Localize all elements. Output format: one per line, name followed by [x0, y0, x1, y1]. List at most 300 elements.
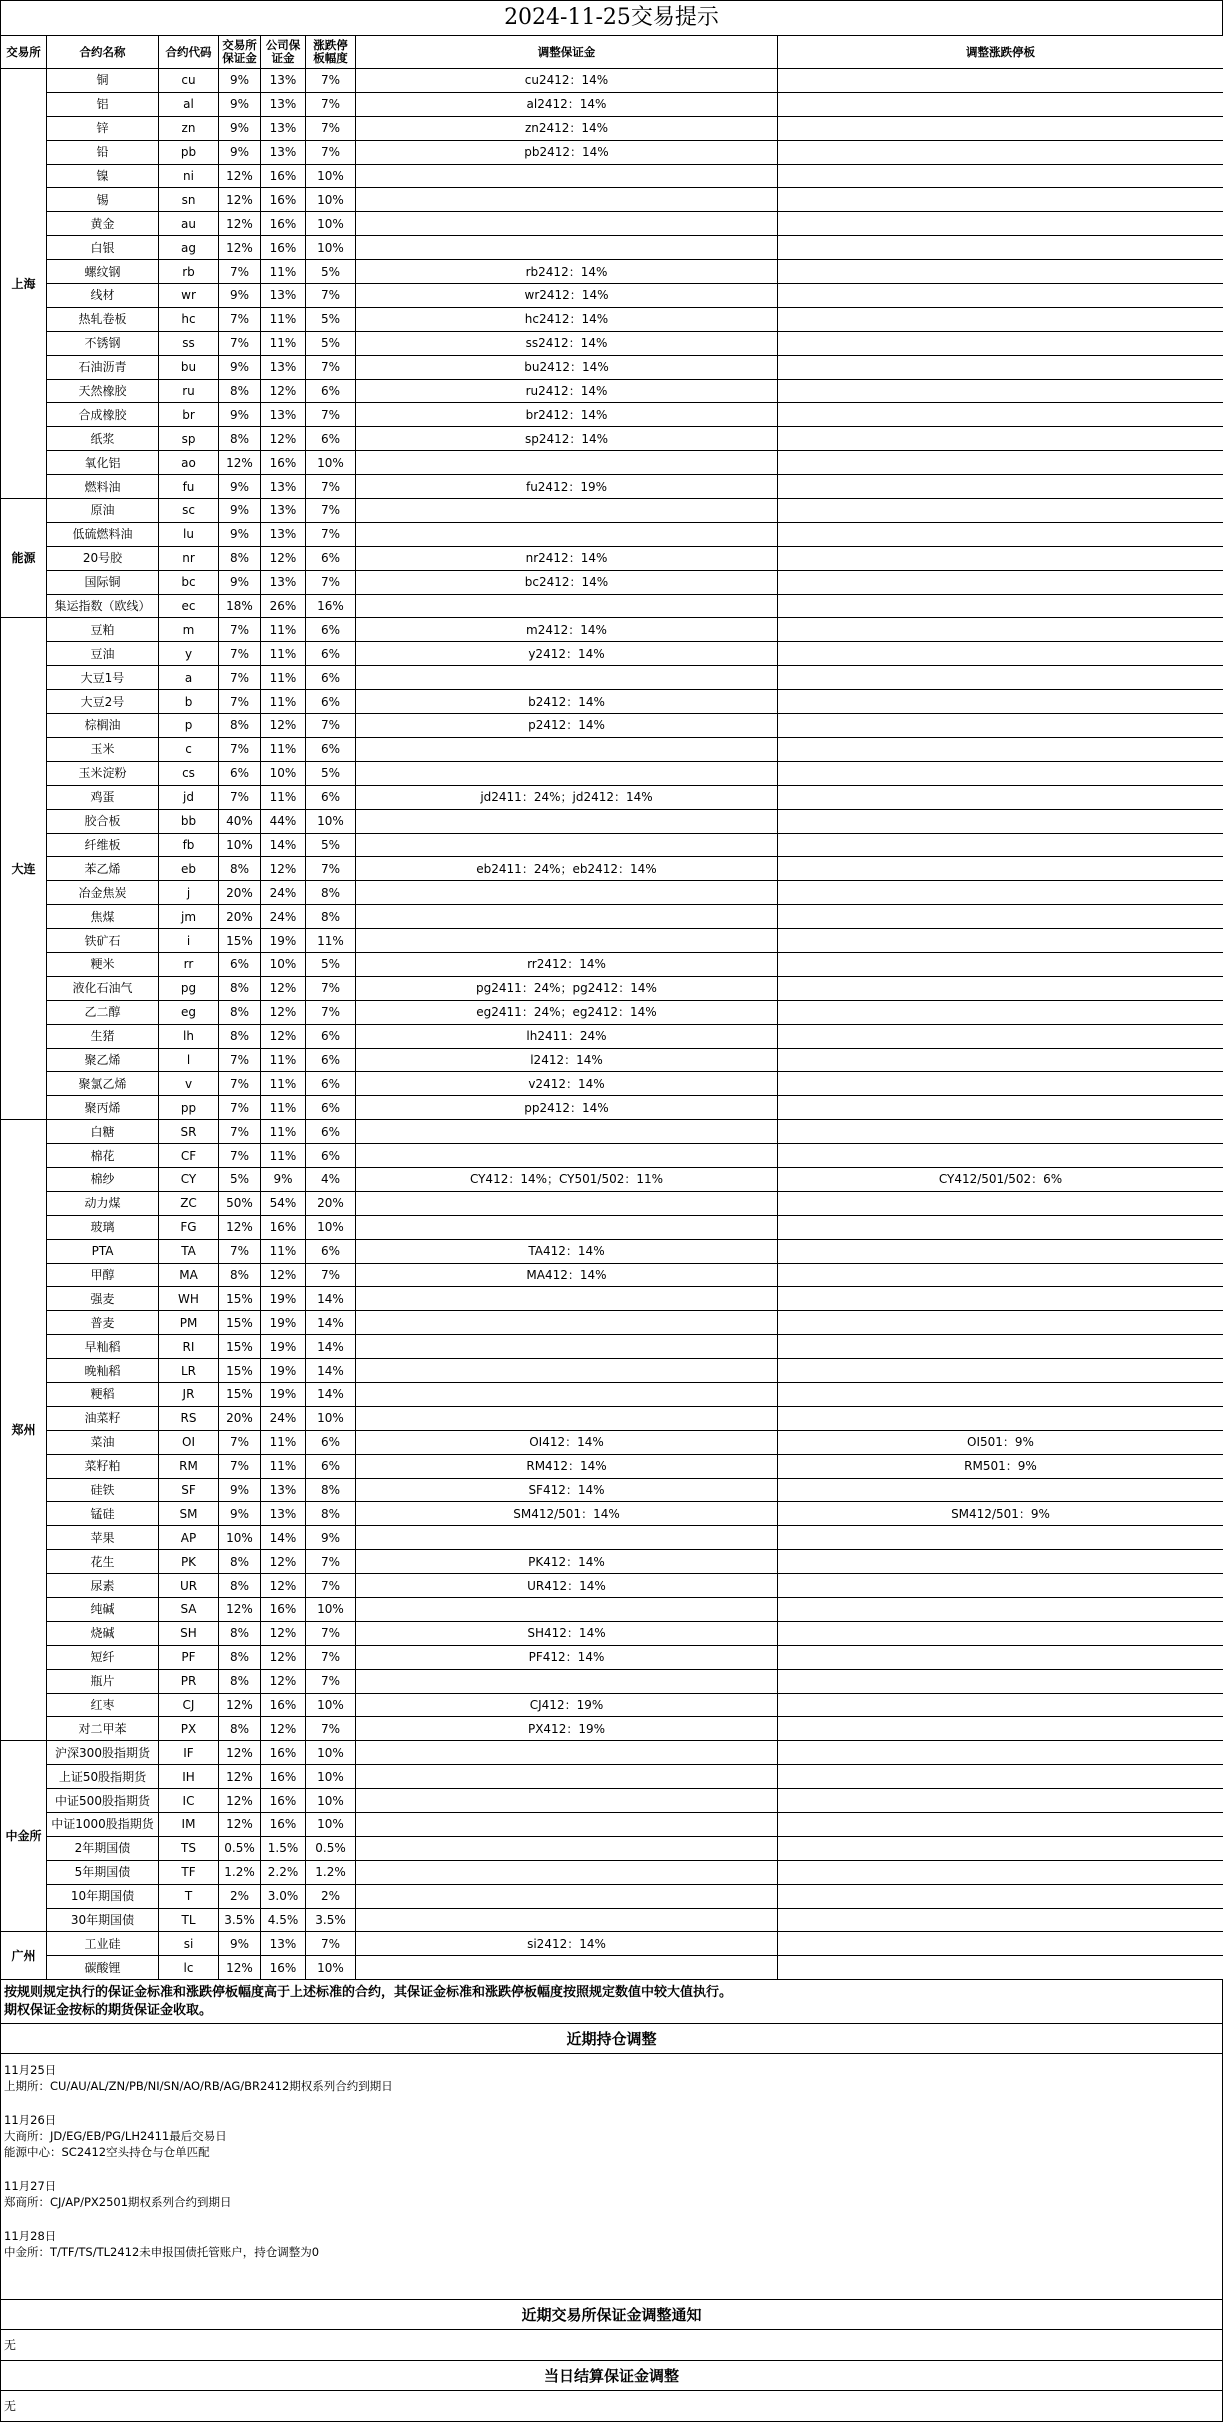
adjusted-margin-cell: br2412：14% [356, 403, 778, 427]
adjusted-margin-cell [356, 1359, 778, 1383]
exchange-margin-cell: 8% [219, 1621, 261, 1645]
table-row [1, 785, 1223, 809]
table-row [1, 1860, 1223, 1884]
contract-name-cell: 30年期国债 [47, 1908, 159, 1932]
positions-body [0, 2054, 1223, 2300]
table-row [1, 546, 1223, 570]
adjusted-limit-cell [778, 522, 1223, 546]
position-line: 郑商所：CJ/AP/PX2501期权系列合约到期日 [4, 2195, 232, 2210]
adjusted-limit-cell [778, 164, 1223, 188]
contract-name-cell: 天然橡胶 [47, 379, 159, 403]
position-day [4, 2178, 1219, 2210]
table-row [1, 69, 1223, 93]
contract-name-cell: 尿素 [47, 1574, 159, 1598]
position-line: 上期所：CU/AU/AL/ZN/PB/NI/SN/AO/RB/AG/BR2412期权系列合约到期日 [4, 2079, 393, 2094]
company-margin-cell: 11% [261, 331, 306, 355]
company-margin-cell: 11% [261, 618, 306, 642]
adjusted-limit-cell [778, 1478, 1223, 1502]
contract-code-cell: sn [159, 188, 219, 212]
adjusted-margin-cell: y2412：14% [356, 642, 778, 666]
adjusted-limit-cell [778, 594, 1223, 618]
price-limit-cell: 6% [306, 785, 356, 809]
exchange-margin-cell: 8% [219, 379, 261, 403]
contract-name-cell: 菜籽粕 [47, 1454, 159, 1478]
company-margin-cell: 11% [261, 1096, 306, 1120]
adjusted-limit-cell [778, 1717, 1223, 1741]
contract-name-cell: 不锈钢 [47, 331, 159, 355]
adjusted-limit-cell [778, 1789, 1223, 1813]
contract-name-cell: 铜 [47, 69, 159, 93]
contract-code-cell: jm [159, 905, 219, 929]
adjusted-limit-cell [778, 666, 1223, 690]
price-limit-cell: 10% [306, 1741, 356, 1765]
exchange-margin-cell: 12% [219, 1956, 261, 1980]
table-row [1, 355, 1223, 379]
contract-name-cell: 大豆2号 [47, 690, 159, 714]
adjusted-limit-cell [778, 1096, 1223, 1120]
header-adjusted-margin: 调整保证金 [356, 36, 778, 69]
contract-code-cell: TF [159, 1860, 219, 1884]
table-row [1, 857, 1223, 881]
price-limit-cell: 6% [306, 1024, 356, 1048]
adjusted-margin-cell: bc2412：14% [356, 570, 778, 594]
adjusted-limit-cell [778, 236, 1223, 260]
contract-code-cell: ec [159, 594, 219, 618]
adjusted-margin-cell [356, 1813, 778, 1837]
company-margin-cell: 13% [261, 1932, 306, 1956]
contract-code-cell: SM [159, 1502, 219, 1526]
company-margin-cell: 13% [261, 116, 306, 140]
contract-code-cell: pg [159, 976, 219, 1000]
adjusted-limit-cell [778, 1359, 1223, 1383]
table-row [1, 1645, 1223, 1669]
exchange-margin-cell: 10% [219, 833, 261, 857]
exchange-margin-cell: 9% [219, 499, 261, 523]
adjusted-margin-cell: jd2411：24%；jd2412：14% [356, 785, 778, 809]
contract-code-cell: c [159, 737, 219, 761]
position-day [4, 2228, 1219, 2260]
contract-code-cell: ao [159, 451, 219, 475]
exchange-margin-cell: 8% [219, 714, 261, 738]
contract-name-cell: 苯乙烯 [47, 857, 159, 881]
table-row [1, 1144, 1223, 1168]
contract-name-cell: 20号胶 [47, 546, 159, 570]
table-row [1, 1550, 1223, 1574]
table-row [1, 475, 1223, 499]
adjusted-limit-cell [778, 809, 1223, 833]
adjusted-limit-cell [778, 690, 1223, 714]
adjusted-limit-cell [778, 881, 1223, 905]
company-margin-cell: 12% [261, 1669, 306, 1693]
adjusted-limit-cell [778, 1956, 1223, 1980]
contract-name-cell: 燃料油 [47, 475, 159, 499]
adjusted-margin-cell: ss2412：14% [356, 331, 778, 355]
contract-code-cell: bb [159, 809, 219, 833]
contract-name-cell: 棉纱 [47, 1167, 159, 1191]
contract-name-cell: 冶金焦炭 [47, 881, 159, 905]
contract-name-cell: 胶合板 [47, 809, 159, 833]
company-margin-cell: 13% [261, 140, 306, 164]
price-limit-cell: 10% [306, 1215, 356, 1239]
price-limit-cell: 10% [306, 1765, 356, 1789]
adjusted-limit-cell [778, 1311, 1223, 1335]
table-row [1, 427, 1223, 451]
adjusted-margin-cell: pb2412：14% [356, 140, 778, 164]
adjusted-limit-cell [778, 1693, 1223, 1717]
header-exchange-margin-label: 交易所保证金 [222, 38, 257, 65]
adjusted-limit-cell [778, 929, 1223, 953]
price-limit-cell: 9% [306, 1526, 356, 1550]
company-margin-cell: 16% [261, 1765, 306, 1789]
table-row [1, 1884, 1223, 1908]
contract-code-cell: zn [159, 116, 219, 140]
contract-name-cell: 纸浆 [47, 427, 159, 451]
exchange-margin-cell: 7% [219, 666, 261, 690]
table-row [1, 212, 1223, 236]
table-row [1, 1287, 1223, 1311]
price-limit-cell: 7% [306, 1621, 356, 1645]
exchange-margin-cell: 7% [219, 1120, 261, 1144]
table-row [1, 929, 1223, 953]
adjusted-limit-cell [778, 1024, 1223, 1048]
adjusted-limit-cell [778, 331, 1223, 355]
company-margin-cell: 11% [261, 260, 306, 284]
contract-code-cell: lh [159, 1024, 219, 1048]
adjusted-limit-cell: RM501：9% [778, 1454, 1223, 1478]
contract-code-cell: RI [159, 1335, 219, 1359]
price-limit-cell: 5% [306, 761, 356, 785]
company-margin-cell: 11% [261, 1120, 306, 1144]
price-limit-cell: 10% [306, 212, 356, 236]
adjusted-margin-cell: PK412：14% [356, 1550, 778, 1574]
contract-code-cell: IH [159, 1765, 219, 1789]
price-limit-cell: 3.5% [306, 1908, 356, 1932]
adjusted-limit-cell [778, 188, 1223, 212]
adjusted-limit-cell [778, 1406, 1223, 1430]
exchange-margin-cell: 9% [219, 92, 261, 116]
contract-name-cell: 花生 [47, 1550, 159, 1574]
table-row [1, 618, 1223, 642]
contract-name-cell: 菜油 [47, 1430, 159, 1454]
price-limit-cell: 10% [306, 188, 356, 212]
price-limit-cell: 7% [306, 499, 356, 523]
price-limit-cell: 7% [306, 92, 356, 116]
price-limit-cell: 6% [306, 1048, 356, 1072]
table-row [1, 403, 1223, 427]
contract-code-cell: LR [159, 1359, 219, 1383]
adjusted-limit-cell [778, 499, 1223, 523]
exchange-margin-cell: 5% [219, 1167, 261, 1191]
header-company-margin-label: 公司保证金 [265, 38, 301, 65]
company-margin-cell: 11% [261, 785, 306, 809]
price-limit-cell: 7% [306, 284, 356, 308]
company-margin-cell: 44% [261, 809, 306, 833]
position-date: 11月26日 [4, 2113, 57, 2128]
adjusted-margin-cell: ru2412：14% [356, 379, 778, 403]
company-margin-cell: 13% [261, 1502, 306, 1526]
contract-name-cell: 玉米 [47, 737, 159, 761]
company-margin-cell: 16% [261, 1956, 306, 1980]
table-row [1, 1836, 1223, 1860]
table-row [1, 1239, 1223, 1263]
adjusted-margin-cell: lh2411：24% [356, 1024, 778, 1048]
exchange-margin-cell: 7% [219, 260, 261, 284]
exchange-margin-cell: 12% [219, 1813, 261, 1837]
exchange-margin-cell: 40% [219, 809, 261, 833]
contract-code-cell: rb [159, 260, 219, 284]
contract-code-cell: ni [159, 164, 219, 188]
price-limit-cell: 7% [306, 1717, 356, 1741]
contract-name-cell: 上证50股指期货 [47, 1765, 159, 1789]
exchange-margin-cell: 7% [219, 1072, 261, 1096]
price-limit-cell: 10% [306, 1956, 356, 1980]
exchange-margin-cell: 8% [219, 1024, 261, 1048]
contract-name-cell: 粳稻 [47, 1382, 159, 1406]
price-limit-cell: 10% [306, 1598, 356, 1622]
table-row [1, 1741, 1223, 1765]
exchange-margin-cell: 8% [219, 1574, 261, 1598]
adjusted-limit-cell [778, 140, 1223, 164]
rules-note-line1: 按规则规定执行的保证金标准和涨跌停板幅度高于上述标准的合约，其保证金标准和涨跌停板幅度按照规定数值中较大值执行。 [4, 1985, 733, 2001]
adjusted-margin-cell [356, 1741, 778, 1765]
contract-name-cell: 普麦 [47, 1311, 159, 1335]
table-row [1, 737, 1223, 761]
adjusted-margin-cell: eb2411：24%；eb2412：14% [356, 857, 778, 881]
adjusted-limit-cell [778, 833, 1223, 857]
exchange-margin-cell: 9% [219, 475, 261, 499]
contract-name-cell: 硅铁 [47, 1478, 159, 1502]
adjusted-limit-cell [778, 307, 1223, 331]
adjusted-limit-cell [778, 1836, 1223, 1860]
exchange-margin-cell: 12% [219, 188, 261, 212]
exchange-margin-cell: 12% [219, 1765, 261, 1789]
price-limit-cell: 14% [306, 1359, 356, 1383]
contract-name-cell: 合成橡胶 [47, 403, 159, 427]
position-date: 11月28日 [4, 2229, 57, 2244]
table-row [1, 1454, 1223, 1478]
table-row [1, 594, 1223, 618]
contract-code-cell: m [159, 618, 219, 642]
company-margin-cell: 13% [261, 1478, 306, 1502]
adjusted-margin-cell [356, 1120, 778, 1144]
exchange-cell: 上海 [1, 69, 47, 499]
exchange-margin-cell: 12% [219, 1215, 261, 1239]
adjusted-margin-cell [356, 164, 778, 188]
adjusted-margin-cell [356, 1598, 778, 1622]
contract-code-cell: PR [159, 1669, 219, 1693]
table-row [1, 1669, 1223, 1693]
contract-code-cell: SH [159, 1621, 219, 1645]
exchange-margin-cell: 3.5% [219, 1908, 261, 1932]
price-limit-cell: 7% [306, 1550, 356, 1574]
price-limit-cell: 7% [306, 1263, 356, 1287]
price-limit-cell: 7% [306, 714, 356, 738]
table-row [1, 952, 1223, 976]
adjusted-limit-cell [778, 618, 1223, 642]
adjusted-margin-cell [356, 761, 778, 785]
table-row [1, 1335, 1223, 1359]
price-limit-cell: 0.5% [306, 1836, 356, 1860]
header-exchange-margin [219, 36, 261, 69]
table-row [1, 1813, 1223, 1837]
adjusted-limit-cell [778, 1526, 1223, 1550]
contract-name-cell: 粳米 [47, 952, 159, 976]
contract-code-cell: JR [159, 1382, 219, 1406]
table-row [1, 92, 1223, 116]
exchange-margin-cell: 2% [219, 1884, 261, 1908]
contract-name-cell: 红枣 [47, 1693, 159, 1717]
adjusted-limit-cell [778, 1621, 1223, 1645]
price-limit-cell: 6% [306, 1430, 356, 1454]
table-row [1, 1382, 1223, 1406]
contract-code-cell: rr [159, 952, 219, 976]
table-row [1, 1430, 1223, 1454]
contract-code-cell: p [159, 714, 219, 738]
exchange-margin-cell: 10% [219, 1526, 261, 1550]
adjusted-margin-cell [356, 929, 778, 953]
price-limit-cell: 7% [306, 570, 356, 594]
price-limit-cell: 8% [306, 905, 356, 929]
contract-code-cell: cu [159, 69, 219, 93]
adjusted-limit-cell [778, 785, 1223, 809]
contract-name-cell: 镍 [47, 164, 159, 188]
contract-name-cell: 国际铜 [47, 570, 159, 594]
company-margin-cell: 12% [261, 857, 306, 881]
price-limit-cell: 7% [306, 1000, 356, 1024]
adjusted-limit-cell [778, 403, 1223, 427]
position-line: 大商所：JD/EG/EB/PG/LH2411最后交易日 [4, 2129, 227, 2144]
exchange-margin-cell: 15% [219, 1311, 261, 1335]
exchange-margin-cell: 9% [219, 570, 261, 594]
table-row [1, 307, 1223, 331]
exchange-margin-cell: 7% [219, 1144, 261, 1168]
table-row [1, 1932, 1223, 1956]
contract-name-cell: 2年期国债 [47, 1836, 159, 1860]
table-row [1, 379, 1223, 403]
contract-name-cell: 动力煤 [47, 1191, 159, 1215]
table-row [1, 1072, 1223, 1096]
contract-name-cell: 10年期国债 [47, 1884, 159, 1908]
contract-name-cell: 液化石油气 [47, 976, 159, 1000]
adjusted-margin-cell [356, 809, 778, 833]
price-limit-cell: 7% [306, 475, 356, 499]
price-limit-cell: 10% [306, 164, 356, 188]
company-margin-cell: 16% [261, 1741, 306, 1765]
page-title: 2024-11-25交易提示 [0, 0, 1223, 35]
adjusted-margin-cell: wr2412：14% [356, 284, 778, 308]
table-row [1, 1502, 1223, 1526]
table-row [1, 1311, 1223, 1335]
contract-code-cell: pb [159, 140, 219, 164]
adjusted-margin-cell: si2412：14% [356, 1932, 778, 1956]
table-row [1, 140, 1223, 164]
price-limit-cell: 2% [306, 1884, 356, 1908]
exchange-margin-cell: 12% [219, 1598, 261, 1622]
exchange-cell: 中金所 [1, 1741, 47, 1932]
company-margin-cell: 3.0% [261, 1884, 306, 1908]
exchange-margin-cell: 9% [219, 522, 261, 546]
adjusted-margin-cell: bu2412：14% [356, 355, 778, 379]
adjusted-margin-cell: l2412：14% [356, 1048, 778, 1072]
adjusted-margin-cell: PF412：14% [356, 1645, 778, 1669]
table-row [1, 116, 1223, 140]
table-row [1, 570, 1223, 594]
company-margin-cell: 13% [261, 570, 306, 594]
price-limit-cell: 10% [306, 809, 356, 833]
contract-code-cell: l [159, 1048, 219, 1072]
adjusted-margin-cell [356, 1956, 778, 1980]
company-margin-cell: 16% [261, 1215, 306, 1239]
price-limit-cell: 14% [306, 1287, 356, 1311]
adjusted-limit-cell [778, 69, 1223, 93]
adjusted-limit-cell [778, 1120, 1223, 1144]
exchange-margin-cell: 0.5% [219, 1836, 261, 1860]
contract-name-cell: 棉花 [47, 1144, 159, 1168]
adjusted-limit-cell [778, 1765, 1223, 1789]
company-margin-cell: 12% [261, 546, 306, 570]
price-limit-cell: 6% [306, 618, 356, 642]
exchange-margin-cell: 7% [219, 307, 261, 331]
price-limit-cell: 6% [306, 737, 356, 761]
adjusted-limit-cell [778, 1813, 1223, 1837]
company-margin-cell: 12% [261, 1000, 306, 1024]
exchange-cell: 能源 [1, 499, 47, 618]
adjusted-limit-cell [778, 1215, 1223, 1239]
contract-code-cell: WH [159, 1287, 219, 1311]
exchange-margin-cell: 15% [219, 929, 261, 953]
price-limit-cell: 14% [306, 1311, 356, 1335]
adjusted-limit-cell [778, 212, 1223, 236]
contract-name-cell: 棕榈油 [47, 714, 159, 738]
price-limit-cell: 6% [306, 1144, 356, 1168]
exchange-margin-cell: 15% [219, 1382, 261, 1406]
contract-code-cell: PX [159, 1717, 219, 1741]
price-limit-cell: 7% [306, 355, 356, 379]
contract-name-cell: 瓶片 [47, 1669, 159, 1693]
adjusted-margin-cell [356, 666, 778, 690]
price-limit-cell: 20% [306, 1191, 356, 1215]
price-limit-cell: 7% [306, 116, 356, 140]
contract-name-cell: 白银 [47, 236, 159, 260]
table-row [1, 1048, 1223, 1072]
adjusted-limit-cell [778, 976, 1223, 1000]
contract-code-cell: MA [159, 1263, 219, 1287]
adjusted-limit-cell [778, 1000, 1223, 1024]
table-row [1, 522, 1223, 546]
company-margin-cell: 12% [261, 1574, 306, 1598]
company-margin-cell: 12% [261, 1024, 306, 1048]
price-limit-cell: 7% [306, 1932, 356, 1956]
adjusted-margin-cell [356, 1382, 778, 1406]
position-line: 能源中心：SC2412空头持仓与仓单匹配 [4, 2145, 210, 2160]
adjusted-margin-cell: SM412/501：14% [356, 1502, 778, 1526]
adjusted-margin-cell: CJ412：19% [356, 1693, 778, 1717]
adjusted-margin-cell: SF412：14% [356, 1478, 778, 1502]
exchange-margin-cell: 18% [219, 594, 261, 618]
contract-code-cell: TL [159, 1908, 219, 1932]
price-limit-cell: 6% [306, 666, 356, 690]
table-row [1, 905, 1223, 929]
exchange-margin-cell: 6% [219, 761, 261, 785]
contract-name-cell: 油菜籽 [47, 1406, 159, 1430]
contract-name-cell: 早籼稻 [47, 1335, 159, 1359]
adjusted-margin-cell [356, 522, 778, 546]
exchange-margin-cell: 15% [219, 1287, 261, 1311]
exchange-margin-cell: 8% [219, 857, 261, 881]
position-day [4, 2062, 1219, 2094]
adjusted-margin-cell [356, 1526, 778, 1550]
exchange-margin-cell: 8% [219, 976, 261, 1000]
